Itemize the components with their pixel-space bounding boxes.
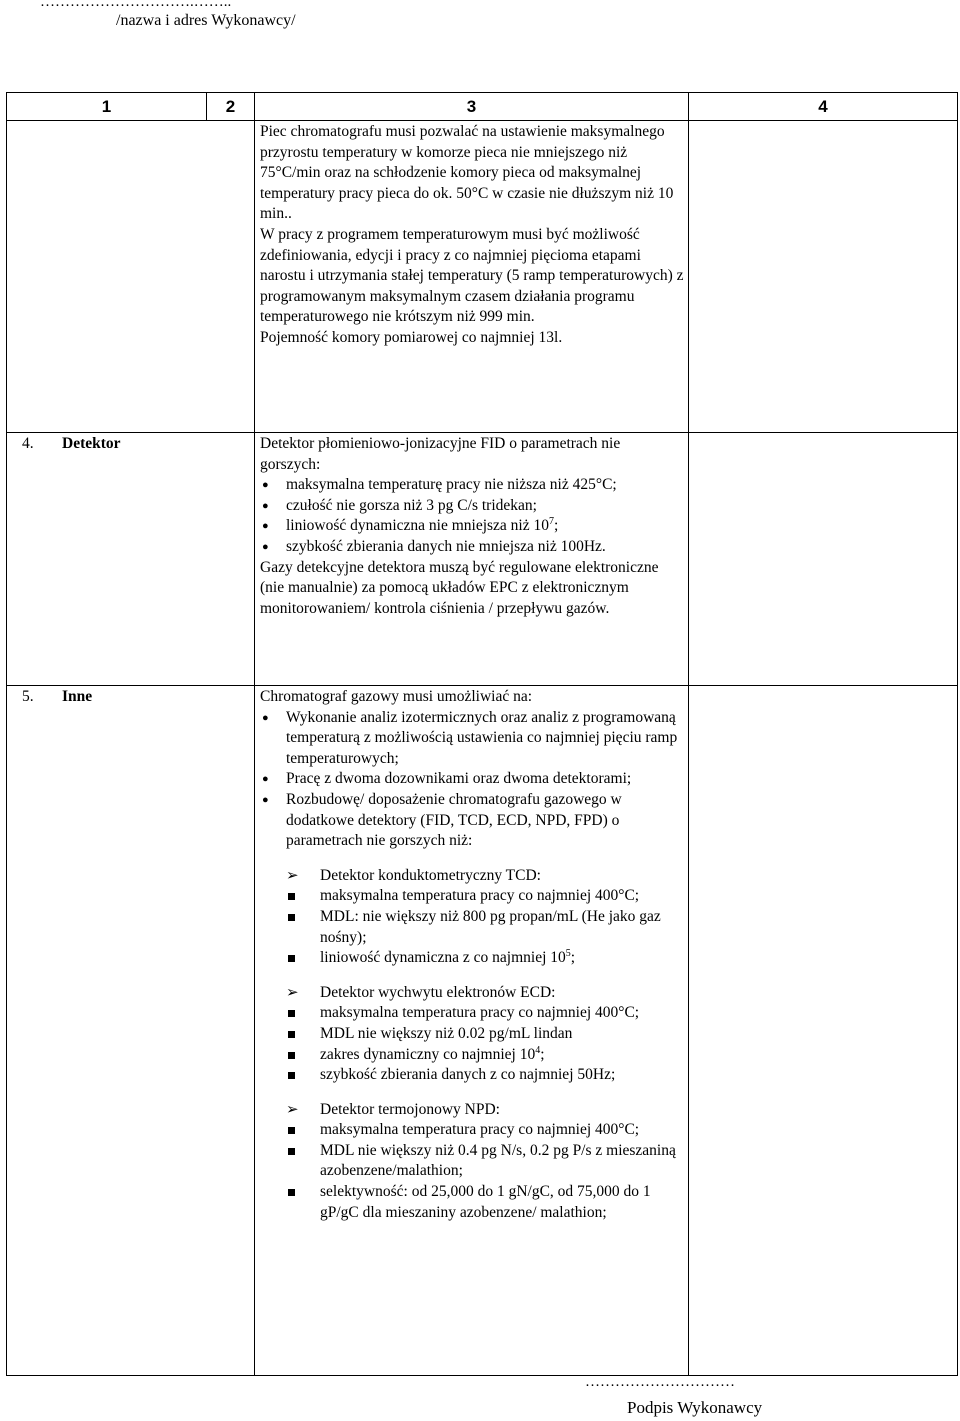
square-bullet-icon bbox=[288, 914, 295, 921]
column-header-3: 3 bbox=[255, 93, 689, 121]
arrow-bullet-icon: ➢ bbox=[286, 984, 299, 1001]
table-header-row bbox=[7, 93, 958, 121]
detector-bullet-list bbox=[260, 475, 684, 557]
square-bullet-icon bbox=[288, 1010, 295, 1017]
list-item bbox=[320, 1141, 684, 1182]
detector-intro: Detektor płomieniowo-jonizacyjne FID o parametrach nie gorszych: bbox=[260, 435, 621, 473]
square-bullet-icon bbox=[288, 1127, 295, 1134]
list-item-text: szybkość zbierania danych z co najmniej 50Hz; bbox=[320, 1066, 616, 1084]
list-item-text: maksymalna temperatura pracy co najmniej 400°C; bbox=[320, 887, 640, 905]
list-item-text: Detektor termojonowy NPD: bbox=[320, 1100, 500, 1118]
list-item-text: selektywność: od 25,000 do 1 gN/gC, od 75,000 do 1 gP/gC dla mieszaniny azobenzene/ malathion; bbox=[320, 1183, 651, 1221]
list-item-tail: ; bbox=[570, 949, 576, 967]
row-name-cell bbox=[7, 121, 255, 433]
column-header-1: 1 bbox=[7, 93, 207, 121]
list-item-text: szybkość zbierania danych nie mniejsza niż 100Hz. bbox=[286, 537, 606, 555]
list-item bbox=[260, 790, 684, 852]
list-item-text: MDL nie większy niż 0.02 pg/mL lindan bbox=[320, 1024, 573, 1042]
column-header-4: 4 bbox=[689, 93, 958, 121]
list-item bbox=[320, 886, 684, 907]
list-item-text: MDL nie większy niż 0.4 pg N/s, 0.2 pg P/s z mieszaniną azobenzene/malathion; bbox=[320, 1141, 676, 1180]
list-item-text: maksymalna temperatura pracy co najmniej 400°C; bbox=[320, 1004, 640, 1022]
list-item bbox=[320, 1120, 684, 1141]
npd-title bbox=[286, 1100, 684, 1121]
row-name: Inne bbox=[62, 688, 93, 705]
table-row-oven bbox=[7, 121, 958, 433]
specification-table bbox=[6, 92, 958, 1376]
list-item bbox=[320, 1003, 684, 1024]
detector-outro: Gazy detekcyjne detektora muszą być regulowane elektroniczne (nie manualnie) za pomocą układów EPC z elektronicznym monitorowaniem/ kontrola ciśnienia / przepływu gazów. bbox=[260, 558, 659, 617]
npd-list bbox=[260, 1100, 684, 1224]
square-bullet-icon bbox=[288, 1052, 295, 1059]
row-name-cell bbox=[7, 433, 255, 686]
list-item bbox=[320, 1045, 684, 1066]
other-bullet-list bbox=[260, 708, 684, 852]
list-item-text: maksymalna temperatura pracy co najmniej 400°C; bbox=[320, 1121, 640, 1139]
list-item-text: maksymalna temperaturę pracy nie niższa niż 425°C; bbox=[286, 476, 617, 494]
table-row-other bbox=[7, 686, 958, 1376]
contractor-name-label: /nazwa i adres Wykonawcy/ bbox=[116, 12, 296, 29]
list-item-text: Wykonanie analiz izotermicznych oraz analiz z programowaną temperaturą z możliwością ustawienia co najmniej pięciu ramp temperaturowych; bbox=[286, 708, 678, 767]
square-bullet-icon bbox=[288, 1072, 295, 1079]
offer-cell bbox=[689, 121, 958, 433]
tcd-list bbox=[260, 866, 684, 969]
other-description-cell bbox=[255, 686, 689, 1376]
list-item bbox=[260, 475, 684, 496]
row-name: Detektor bbox=[62, 435, 121, 452]
list-item-text: zakres dynamiczny co najmniej 10 bbox=[320, 1045, 536, 1063]
row-number: 4. bbox=[22, 435, 34, 452]
column-header-2: 2 bbox=[207, 93, 255, 121]
list-item bbox=[260, 708, 684, 770]
square-bullet-icon bbox=[288, 1031, 295, 1038]
contractor-name-dots: ………………………….…….. bbox=[40, 0, 232, 10]
square-bullet-icon bbox=[288, 1189, 295, 1196]
oven-paragraph-3: Pojemność komory pomiarowej co najmniej 13l. bbox=[260, 328, 563, 346]
list-item-text: liniowość dynamiczna z co najmniej 10 bbox=[320, 949, 566, 967]
arrow-bullet-icon: ➢ bbox=[286, 1101, 299, 1118]
list-item-tail: ; bbox=[540, 1045, 545, 1063]
list-item-text: Detektor konduktometryczny TCD: bbox=[320, 866, 541, 884]
list-item bbox=[260, 537, 684, 558]
offer-cell bbox=[689, 433, 958, 686]
arrow-bullet-icon: ➢ bbox=[286, 867, 299, 884]
list-item-text: liniowość dynamiczna nie mniejsza niż 10 bbox=[286, 517, 549, 535]
detector-description-cell bbox=[255, 433, 689, 686]
ecd-list bbox=[260, 983, 684, 1086]
signature-dots: ………………………… bbox=[585, 1374, 735, 1390]
exponent: 4 bbox=[535, 1044, 541, 1056]
row-name-cell bbox=[7, 686, 255, 1376]
offer-cell bbox=[689, 686, 958, 1376]
list-item bbox=[260, 769, 684, 790]
list-item bbox=[320, 1182, 684, 1223]
list-item bbox=[320, 1065, 684, 1086]
square-bullet-icon bbox=[288, 893, 295, 900]
list-item bbox=[320, 907, 684, 948]
signature-label: Podpis Wykonawcy bbox=[627, 1398, 763, 1417]
list-item-text: MDL: nie większy niż 800 pg propan/mL (He jako gaz nośny); bbox=[320, 907, 661, 946]
tcd-title bbox=[286, 866, 684, 887]
other-intro: Chromatograf gazowy musi umożliwiać na: bbox=[260, 688, 533, 705]
list-item bbox=[260, 496, 684, 517]
list-item bbox=[320, 948, 684, 969]
list-item bbox=[260, 516, 684, 537]
oven-paragraph-1: Piec chromatografu musi pozwalać na ustawienie maksymalnego przyrostu temperatury w komorze pieca nie mniejszego niż 75°C/min oraz na schłodzenie komory pieca od maksymalnej temperatury pracy pieca do ok. 50°C w czasie nie dłuższym niż 10 min.. bbox=[260, 123, 674, 223]
square-bullet-icon bbox=[288, 955, 295, 962]
list-item-text: czułość nie gorsza niż 3 pg C/s tridekan; bbox=[286, 496, 537, 514]
list-item bbox=[320, 1024, 684, 1045]
oven-description-cell bbox=[255, 121, 689, 433]
square-bullet-icon bbox=[288, 1148, 295, 1155]
row-number: 5. bbox=[22, 688, 34, 705]
oven-paragraph-2: W pracy z programem temperaturowym musi być możliwość zdefiniowania, edycji i pracy z co najmniej pięcioma etapami narostu i utrzymania stałej temperatury (5 ramp temperaturowych) z programowanym maksymalnym czasem działania programu temperaturowego nie krótszym niż 999 min. bbox=[260, 225, 684, 326]
exponent: 7 bbox=[549, 516, 554, 528]
table-row-detector bbox=[7, 433, 958, 686]
ecd-title bbox=[286, 983, 684, 1004]
list-item-text: Detektor wychwytu elektronów ECD: bbox=[320, 983, 556, 1001]
list-item-text: Pracę z dwoma dozownikami oraz dwoma detektorami; bbox=[286, 770, 632, 788]
list-item-tail: ; bbox=[554, 517, 559, 535]
exponent: 5 bbox=[565, 947, 571, 959]
list-item-text: Rozbudowę/ doposażenie chromatografu gazowego w dodatkowe detektory (FID, TCD, ECD, NPD, FPD) o parametrach nie gorszych niż: bbox=[286, 790, 622, 850]
